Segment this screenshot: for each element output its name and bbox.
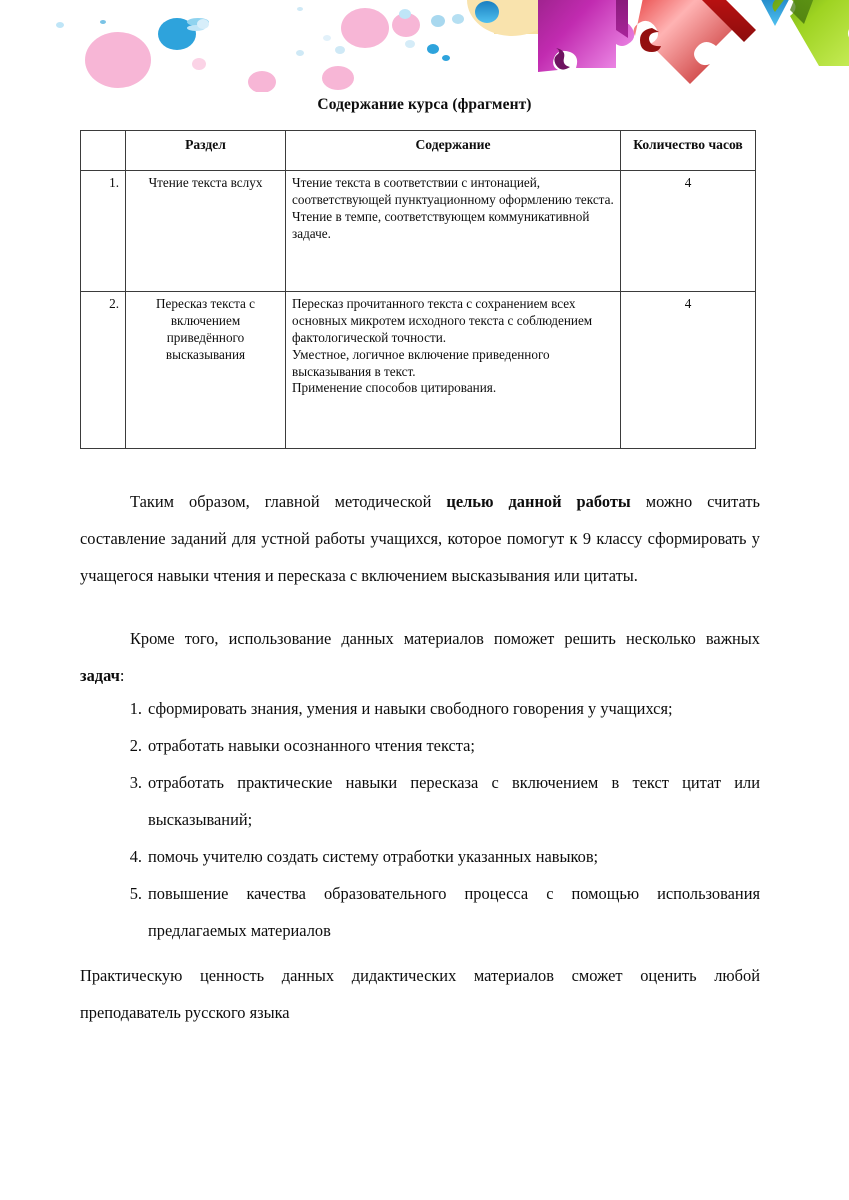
list-item-marker: 3.: [129, 773, 142, 792]
row-number: 1.: [81, 171, 126, 292]
list-item-marker: 4.: [129, 847, 142, 866]
confetti-dots: [56, 4, 505, 92]
content-line: Применение способов цитирования.: [292, 380, 497, 396]
task-list: [80, 690, 760, 949]
list-item-text: отработать практические навыки пересказа с включением в текст цитат или высказываний;: [148, 773, 760, 829]
yellow-arc-shape: [494, 0, 578, 34]
list-item-text: отработать навыки осознанного чтения текста;: [148, 736, 475, 755]
list-item-marker: 1.: [129, 699, 142, 718]
row-hours: 4: [621, 171, 756, 292]
list-item-text: помочь учителю создать систему отработки указанных навыков;: [148, 847, 599, 866]
column-header-hours: Количество часов: [621, 131, 756, 171]
table-row: [81, 171, 756, 292]
list-item-text: сформировать знания, умения и навыки свободного говорения у учащихся;: [148, 699, 673, 718]
content-line: Пересказ прочитанного текста с сохранением всех основных микротем исходного текста с соблюдением фактологической точности.: [292, 296, 593, 345]
course-content-table: [80, 130, 756, 449]
paragraph-besides-emphasis: задач: [80, 666, 120, 685]
row-content: [286, 171, 621, 292]
content-line: Чтение в темпе, соответствующем коммуникативной задаче.: [292, 208, 590, 241]
list-item: [80, 690, 760, 727]
paragraph-thus: [80, 483, 760, 594]
table-row: [81, 292, 756, 449]
list-item: [80, 764, 760, 838]
paragraph-besides-block: [80, 620, 760, 694]
list-item-text: повышение качества образовательного процесса с помощью использования предлагаемых материалов: [148, 884, 760, 940]
list-item: [80, 727, 760, 764]
paragraph-final: Практическую ценность данных дидактических материалов сможет оценить любой преподаватель русского языка: [80, 966, 760, 1022]
paragraph-thus-intro: Таким образом, главной методической: [130, 492, 447, 511]
page-title: Содержание курса (фрагмент): [317, 96, 532, 113]
paragraph-final-block: [80, 957, 760, 1031]
row-hours: 4: [621, 292, 756, 449]
paragraph-thus-block: [80, 483, 760, 594]
puzzle-piece-green: [773, 0, 849, 66]
row-number: 2.: [81, 292, 126, 449]
list-item-marker: 5.: [129, 884, 142, 903]
content-line: Чтение текста в соответствии с интонацией, соответствующей пунктуационному оформлению текста.: [292, 175, 614, 207]
list-item: [80, 838, 760, 875]
paragraph-thus-rest: можно считать составление заданий для устной работы учащихся, которое помогут к 9 классу сформировать у учащегося навыки чтения и пересказа с включением высказывания или цитаты.: [80, 492, 760, 585]
puzzle-piece-magenta: [538, 0, 634, 72]
list-item-marker: 2.: [129, 736, 142, 755]
puzzle-piece-red: [634, 0, 756, 84]
blue-triangle-shape: [757, 0, 793, 26]
paragraph-besides-rest: :: [119, 666, 125, 685]
table-header-row: [81, 131, 756, 171]
paragraph-besides-intro: Кроме того, использование данных материалов поможет решить несколько важных: [130, 629, 760, 648]
row-content: [286, 292, 621, 449]
row-section: Пересказ текста с включением приведённого высказывания: [126, 292, 286, 449]
column-header-content: Содержание: [286, 131, 621, 171]
confetti-puzzle-header-banner: [0, 0, 849, 92]
content-line: Уместное, логичное включение приведенного высказывания в текст.: [292, 346, 550, 379]
column-header-number: [81, 131, 126, 171]
paragraph-thus-emphasis: целью данной работы: [446, 492, 631, 511]
row-section: Чтение текста вслух: [126, 171, 286, 292]
column-header-section: Раздел: [126, 131, 286, 171]
list-item: [80, 875, 760, 949]
paragraph-besides: [80, 620, 760, 694]
